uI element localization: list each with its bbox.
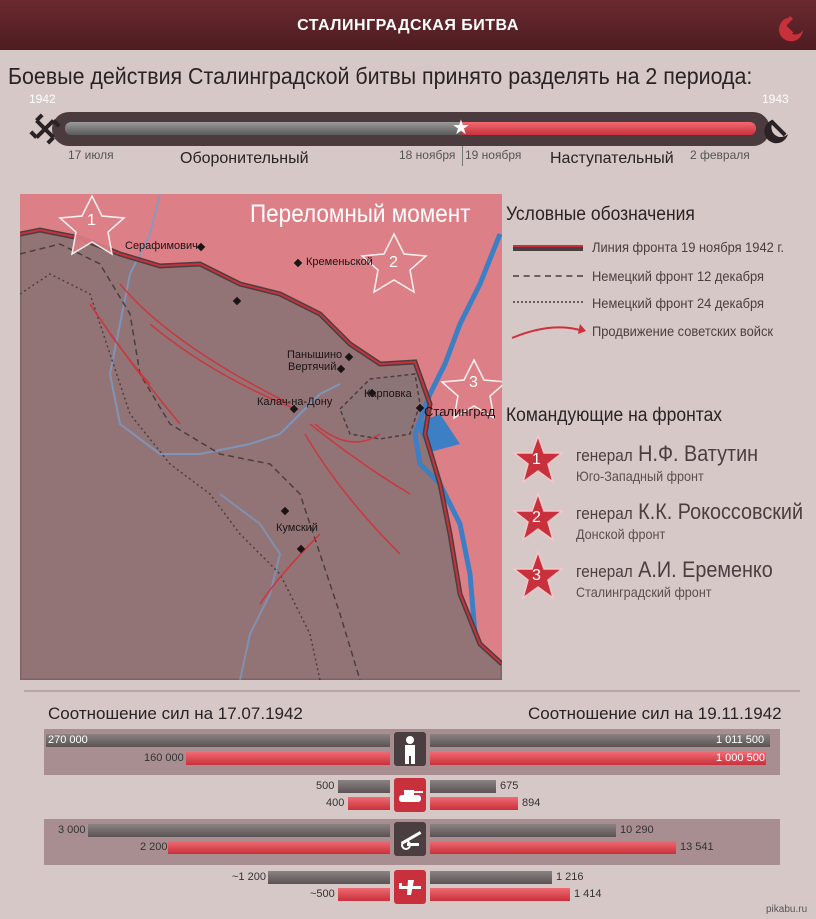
val-r-german-aircraft: 1 216 [556, 871, 584, 883]
year-end: 1943 [762, 92, 789, 106]
timeline-offense-bar [462, 122, 756, 135]
bar-l-soviet-artillery [168, 841, 390, 854]
city-vertyachiy: Вертячий [288, 361, 337, 373]
battle-map [20, 194, 502, 680]
ratio-title-left: Соотношение сил на 17.07.1942 [48, 704, 303, 723]
val-r-soviet-soldiers: 1 000 500 [716, 752, 765, 764]
commander-3-name: А.И. Еременко [638, 557, 773, 582]
period-offense: Наступательный [550, 150, 674, 167]
commander-3-front: Сталинградский фронт [576, 584, 712, 600]
date-nov18: 18 ноября [399, 148, 456, 162]
date-nov19: 19 ноября [465, 148, 522, 162]
hammer-sickle-icon [777, 10, 809, 42]
commander-1-rank: генерал [576, 446, 633, 465]
val-l-german-soldiers: 270 000 [48, 734, 88, 746]
commander-1-number: 1 [532, 451, 541, 468]
legend-item-front-line: Линия фронта 19 ноября 1942 г. [592, 239, 785, 255]
artillery-icon [394, 822, 426, 856]
val-l-german-tanks: 500 [316, 780, 335, 792]
legend-title: Условные обозначения [506, 204, 695, 225]
val-r-german-artillery: 10 290 [620, 824, 654, 836]
commander-2-number: 2 [532, 509, 541, 526]
val-l-soviet-soldiers: 160 000 [144, 752, 184, 764]
val-l-soviet-aircraft: ~500 [310, 888, 335, 900]
ratio-title-right: Соотношение сил на 19.11.1942 [528, 704, 782, 723]
val-r-german-tanks: 675 [500, 780, 519, 792]
legend-item-advance: Продвижение советских войск [592, 323, 774, 339]
bar-r-german-aircraft [430, 871, 552, 884]
timeline-defense-bar [65, 122, 462, 135]
map-title: Переломный момент [250, 200, 471, 228]
soldier-icon [394, 732, 426, 766]
timeline-star-icon: ★ [452, 117, 470, 139]
page-title: СТАЛИНГРАДСКАЯ БИТВА [297, 17, 519, 34]
period-defense: Оборонительный [180, 150, 309, 167]
val-r-soviet-tanks: 894 [522, 797, 541, 809]
commanders-title: Командующие на фронтах [506, 405, 723, 426]
city-kalach: Калач-на-Дону [257, 396, 333, 408]
commander-1-front: Юго-Западный фронт [576, 468, 704, 484]
bar-l-soviet-soldiers [186, 752, 390, 765]
val-l-soviet-artillery: 2 200 [140, 841, 168, 853]
commander-2-name-line [576, 499, 803, 525]
commander-1-name: Н.Ф. Ватутин [638, 441, 759, 466]
map-star-2-label: 2 [389, 254, 398, 271]
bar-r-soviet-aircraft [430, 888, 570, 901]
hammer-sickle-icon [762, 112, 796, 146]
timeline-divider [462, 146, 463, 166]
watermark: pikabu.ru [766, 904, 808, 915]
city-serafimovich: Серафимович [125, 240, 198, 252]
bar-l-german-tanks [338, 780, 390, 793]
headline: Боевые действия Сталинградской битвы принято разделять на 2 периода: [8, 63, 753, 89]
legend-advance-arrow-icon [510, 318, 586, 340]
bar-r-german-artillery [430, 824, 616, 837]
city-kumsky: Кумский [276, 522, 318, 534]
bar-l-german-artillery [88, 824, 390, 837]
bar-r-german-tanks [430, 780, 496, 793]
val-r-soviet-artillery: 13 541 [680, 841, 714, 853]
commander-3-number: 3 [532, 567, 541, 584]
bar-l-soviet-tanks [348, 797, 390, 810]
city-stalingrad: Сталинград [424, 404, 496, 419]
airplane-icon [394, 870, 426, 904]
bar-l-soviet-aircraft [338, 888, 390, 901]
tank-icon [394, 778, 426, 812]
city-karpovka: Карповка [364, 388, 412, 400]
bar-r-soviet-artillery [430, 841, 676, 854]
year-start: 1942 [29, 92, 56, 106]
bar-l-german-aircraft [268, 871, 390, 884]
city-panyshino: Панышино [287, 349, 343, 361]
val-l-german-artillery: 3 000 [58, 824, 86, 836]
date-start: 17 июля [68, 148, 114, 162]
bar-r-soviet-tanks [430, 797, 518, 810]
val-r-german-soldiers: 1 011 500 [716, 734, 765, 746]
header-bar [0, 0, 816, 50]
city-kremenskaya: Кременьской [306, 256, 373, 268]
legend-item-dec12: Немецкий фронт 12 декабря [592, 268, 765, 284]
commander-2-front: Донской фронт [576, 526, 666, 542]
val-l-german-aircraft: ~1 200 [232, 871, 266, 883]
divider [24, 690, 800, 692]
map-star-1-label: 1 [87, 212, 96, 229]
commander-1-name-line [576, 441, 758, 467]
val-l-soviet-tanks: 400 [326, 797, 345, 809]
map-star-3-label: 3 [469, 374, 478, 391]
legend-item-dec24: Немецкий фронт 24 декабря [592, 295, 765, 311]
swastika-icon [28, 112, 62, 146]
date-end: 2 февраля [690, 148, 750, 162]
commander-3-name-line [576, 557, 773, 583]
commander-3-rank: генерал [576, 562, 633, 581]
legend-dec12-swatch [513, 275, 583, 277]
bar-l-german-soldiers [46, 734, 390, 747]
legend-dec24-swatch [513, 301, 583, 303]
val-r-soviet-aircraft: 1 414 [574, 888, 602, 900]
legend-front-line-swatch [513, 245, 583, 251]
commander-2-rank: генерал [576, 504, 633, 523]
commander-2-name: К.К. Рокоссовский [638, 499, 804, 524]
